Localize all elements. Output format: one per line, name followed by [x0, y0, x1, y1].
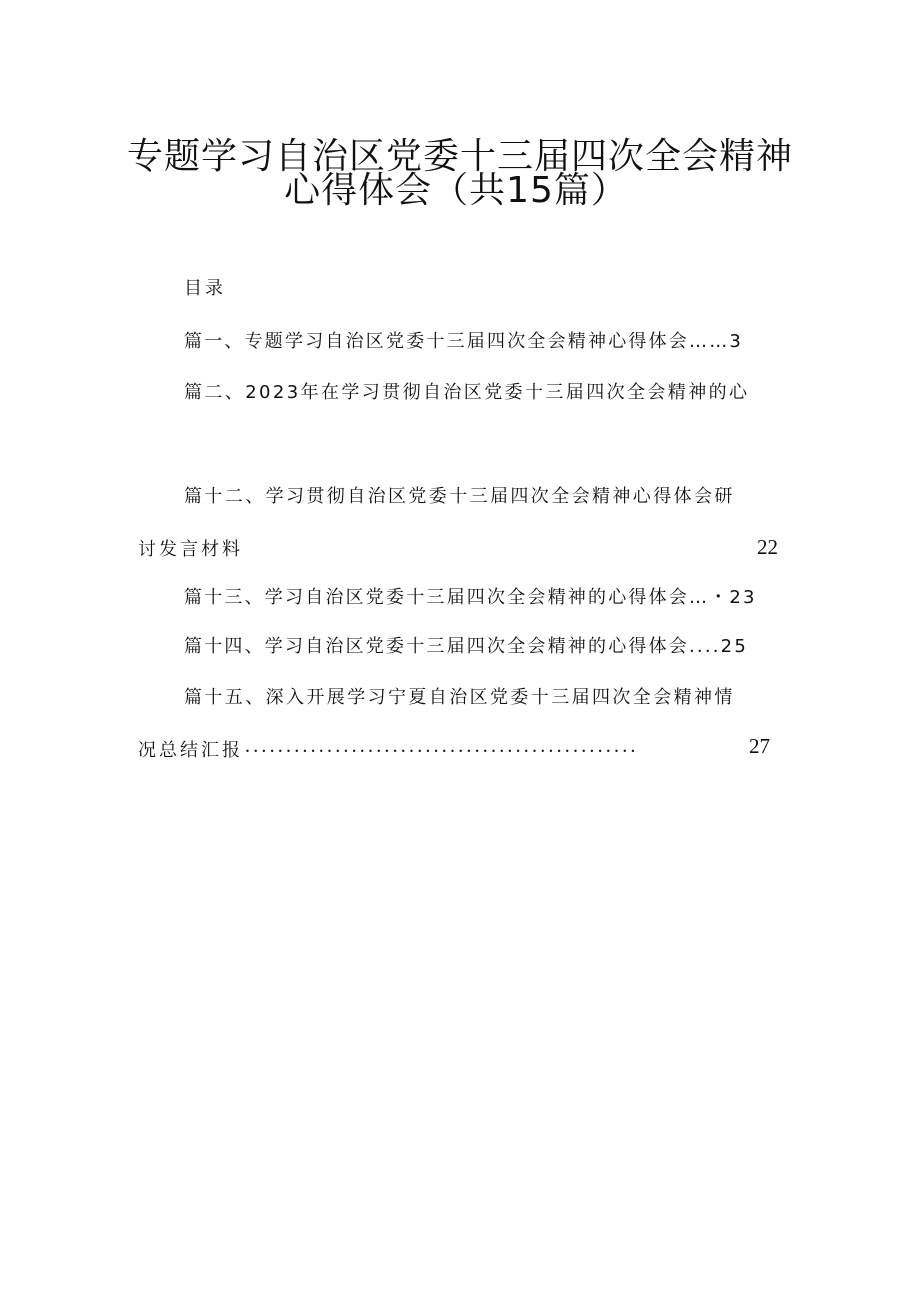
toc-entry-14[interactable]: 篇十四、学习自治区党委十三届四次全会精神的心得体会....25	[184, 636, 748, 657]
document-title-line-1: 专题学习自治区党委十三届四次全会精神	[126, 136, 793, 177]
toc-entry-1[interactable]: 篇一、专题学习自治区党委十三届四次全会精神心得体会……3	[184, 331, 744, 352]
toc-entry-2[interactable]: 篇二、2023年在学习贯彻自治区党委十三届四次全会精神的心	[184, 382, 750, 403]
toc-entry-15-continuation: 况总结汇报	[138, 740, 243, 761]
toc-entry-15-dot-leader: ................................................	[245, 735, 639, 757]
toc-entry-15[interactable]: 篇十五、深入开展学习宁夏自治区党委十三届四次全会精神情	[184, 687, 735, 708]
document-title-line-2: 心得体会（共15篇）	[284, 170, 628, 211]
toc-entry-13[interactable]: 篇十三、学习自治区党委十三届四次全会精神的心得体会…・23	[184, 587, 757, 608]
toc-entry-12-page-number: 22	[757, 535, 778, 559]
toc-entry-12[interactable]: 篇十二、学习贯彻自治区党委十三届四次全会精神心得体会研	[184, 486, 735, 507]
toc-entry-15-page-number: 27	[749, 734, 770, 758]
toc-entry-12-continuation: 讨发言材料	[138, 539, 243, 560]
toc-heading: 目录	[184, 278, 226, 299]
